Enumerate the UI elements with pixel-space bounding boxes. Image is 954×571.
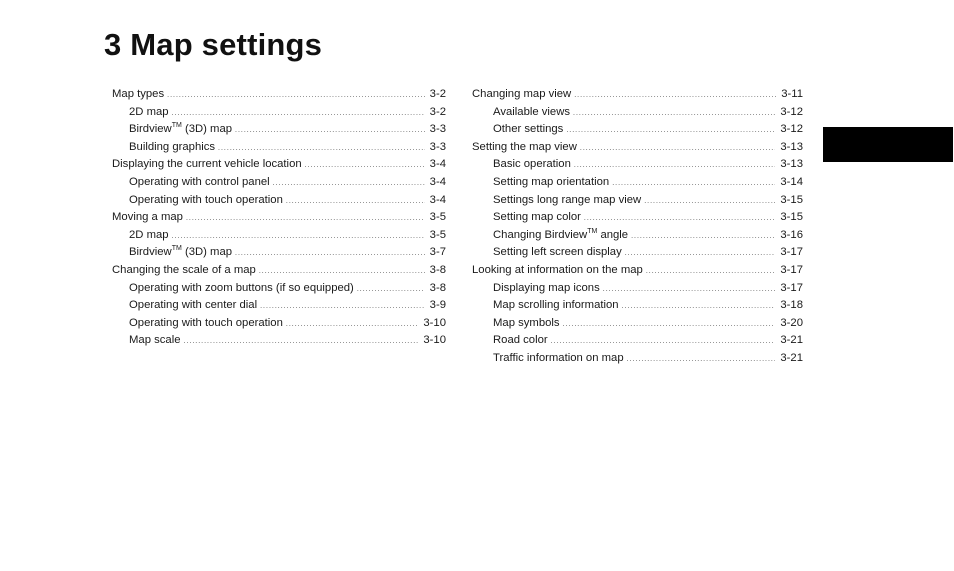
toc-entry-page: 3-2 — [429, 88, 446, 100]
toc-entry-label: Birdview™ (3D) map — [129, 245, 233, 259]
leader-dots — [235, 250, 425, 257]
toc-entry-label: Other settings — [493, 123, 564, 136]
leader-dots — [286, 321, 419, 328]
toc-entry-label: Operating with touch operation — [129, 316, 283, 329]
toc-entry-page: 3-12 — [780, 123, 803, 136]
toc-entry-page: 3-20 — [780, 316, 803, 329]
leader-dots — [603, 286, 776, 293]
leader-dots — [260, 303, 425, 310]
leader-dots — [573, 110, 775, 117]
leader-dots — [580, 145, 776, 152]
toc-entry-birdview-3d-map[interactable] — [112, 123, 446, 141]
leader-dots — [551, 338, 776, 345]
toc-entry-label: Setting map color — [493, 211, 581, 224]
toc-entry-label: Map symbols — [493, 316, 560, 329]
toc-entry-changing-birdview-angle[interactable] — [472, 229, 803, 247]
leader-dots — [186, 215, 425, 222]
chapter-tab-marker — [823, 127, 953, 162]
leader-dots — [172, 110, 425, 117]
toc-entry-page: 3-21 — [780, 351, 803, 364]
leader-dots — [218, 145, 425, 152]
leader-dots — [574, 162, 776, 169]
toc-entry-label: Changing the scale of a map — [112, 263, 256, 276]
toc-entry-available-views[interactable] — [472, 106, 803, 124]
toc-entry-basic-operation[interactable] — [472, 158, 803, 176]
trademark-mark: TM — [171, 122, 182, 130]
toc-entry-traffic-information-on-map[interactable] — [472, 352, 803, 370]
toc-entry-label: Basic operation — [493, 158, 571, 171]
toc-entry-label: Looking at information on the map — [472, 263, 643, 276]
toc-left-column — [112, 88, 446, 352]
toc-entry-displaying-the-current-vehicle-location[interactable] — [112, 158, 446, 176]
toc-entry-other-settings[interactable] — [472, 123, 803, 141]
leader-dots — [172, 233, 425, 240]
toc-entry-page: 3-17 — [780, 281, 803, 294]
leader-dots — [622, 303, 776, 310]
toc-entry-page: 3-15 — [780, 211, 803, 224]
toc-entry-birdview-3d-map[interactable] — [112, 246, 446, 264]
toc-entry-page: 3-21 — [780, 334, 803, 347]
leader-dots — [235, 127, 425, 134]
toc-entry-changing-map-view[interactable] — [472, 88, 803, 106]
toc-entry-map-types[interactable] — [112, 88, 446, 106]
leader-dots — [627, 356, 776, 363]
toc-entry-label: Building graphics — [129, 140, 216, 153]
trademark-mark: TM — [587, 227, 598, 235]
toc-entry-label: Map scrolling information — [493, 299, 619, 312]
toc-entry-setting-the-map-view[interactable] — [472, 141, 803, 159]
leader-dots — [631, 233, 775, 240]
leader-dots — [584, 215, 775, 222]
toc-entry-page: 3-13 — [780, 140, 803, 153]
toc-entry-2d-map[interactable] — [112, 106, 446, 124]
toc-entry-page: 3-9 — [429, 299, 446, 312]
leader-dots — [259, 268, 425, 275]
leader-dots — [184, 338, 419, 345]
toc-entry-moving-a-map[interactable] — [112, 211, 446, 229]
toc-entry-displaying-map-icons[interactable] — [472, 282, 803, 300]
toc-entry-label: Displaying map icons — [493, 281, 600, 294]
toc-entry-label: Traffic information on map — [493, 351, 624, 364]
toc-entry-looking-at-information-on-the-map[interactable] — [472, 264, 803, 282]
toc-entry-page: 3-17 — [780, 263, 803, 276]
toc-entry-map-symbols[interactable] — [472, 317, 803, 335]
toc-entry-page: 3-8 — [429, 263, 446, 276]
toc-entry-page: 3-11 — [781, 88, 803, 100]
page-title: 3 Map settings — [104, 27, 323, 62]
toc-entry-page: 3-12 — [780, 105, 803, 118]
leader-dots — [305, 162, 425, 169]
toc-entry-setting-map-color[interactable] — [472, 211, 803, 229]
toc-entry-label: Road color — [493, 334, 548, 347]
toc-entry-page: 3-7 — [429, 246, 446, 259]
toc-entry-label: Setting map orientation — [493, 175, 610, 188]
leader-dots — [644, 198, 775, 205]
toc-entry-operating-with-control-panel[interactable] — [112, 176, 446, 194]
toc-entry-label: Changing Birdview™ angle — [493, 227, 629, 241]
toc-entry-road-color[interactable] — [472, 334, 803, 352]
toc-entry-page: 3-16 — [780, 228, 803, 241]
toc-entry-label: 2D map — [129, 228, 169, 241]
leader-dots — [566, 127, 775, 134]
toc-entry-operating-with-touch-operation[interactable] — [112, 194, 446, 212]
leader-dots — [167, 92, 425, 99]
toc-entry-setting-map-orientation[interactable] — [472, 176, 803, 194]
toc-entry-page: 3-15 — [780, 193, 803, 206]
leader-dots — [574, 92, 776, 99]
toc-entry-page: 3-3 — [429, 140, 446, 153]
toc-entry-page: 3-4 — [429, 158, 446, 171]
toc-entry-label: 2D map — [129, 105, 169, 118]
toc-entry-label: Map scale — [129, 334, 181, 347]
toc-entry-label: Operating with center dial — [129, 299, 258, 312]
toc-entry-page: 3-8 — [429, 281, 446, 294]
toc-entry-page: 3-5 — [429, 228, 446, 241]
toc-entry-page: 3-10 — [423, 334, 446, 347]
toc-entry-label: Moving a map — [112, 211, 183, 224]
toc-entry-operating-with-touch-operation[interactable] — [112, 317, 446, 335]
leader-dots — [357, 286, 425, 293]
toc-entry-operating-with-center-dial[interactable] — [112, 299, 446, 317]
toc-entry-label: Map types — [112, 88, 165, 100]
toc-entry-page: 3-17 — [780, 246, 803, 259]
toc-entry-label: Operating with touch operation — [129, 193, 283, 206]
toc-entry-label: Operating with zoom buttons (if so equipped) — [129, 281, 354, 294]
toc-entry-page: 3-4 — [429, 175, 446, 188]
toc-entry-label: Changing map view — [472, 88, 572, 100]
toc-entry-label: Operating with control panel — [129, 175, 270, 188]
toc-entry-page: 3-2 — [429, 105, 446, 118]
toc-entry-2d-map[interactable] — [112, 229, 446, 247]
toc-entry-page: 3-14 — [780, 175, 803, 188]
toc-entry-page: 3-4 — [429, 193, 446, 206]
leader-dots — [612, 180, 775, 187]
toc-entry-changing-the-scale-of-a-map[interactable] — [112, 264, 446, 282]
toc-entry-label: Birdview™ (3D) map — [129, 122, 233, 136]
toc-entry-page: 3-3 — [429, 123, 446, 136]
toc-entry-setting-left-screen-display[interactable] — [472, 246, 803, 264]
toc-entry-label: Displaying the current vehicle location — [112, 158, 302, 171]
toc-entry-page: 3-13 — [780, 158, 803, 171]
toc-entry-map-scrolling-information[interactable] — [472, 299, 803, 317]
toc-right-column — [472, 88, 803, 370]
leader-dots — [563, 321, 776, 328]
toc-entry-label: Setting the map view — [472, 140, 577, 153]
toc-entry-page: 3-10 — [423, 316, 446, 329]
toc-entry-label: Settings long range map view — [493, 193, 642, 206]
toc-entry-label: Available views — [493, 105, 571, 118]
toc-entry-building-graphics[interactable] — [112, 141, 446, 159]
leader-dots — [646, 268, 776, 275]
leader-dots — [625, 250, 776, 257]
leader-dots — [286, 198, 425, 205]
toc-entry-label: Setting left screen display — [493, 246, 622, 259]
leader-dots — [273, 180, 425, 187]
trademark-mark: TM — [171, 245, 182, 253]
toc-entry-operating-with-zoom-buttons-if-so-equipped[interactable] — [112, 282, 446, 300]
toc-entry-map-scale[interactable] — [112, 334, 446, 352]
toc-entry-settings-long-range-map-view[interactable] — [472, 194, 803, 212]
toc-entry-page: 3-18 — [780, 299, 803, 312]
toc-entry-page: 3-5 — [429, 211, 446, 224]
